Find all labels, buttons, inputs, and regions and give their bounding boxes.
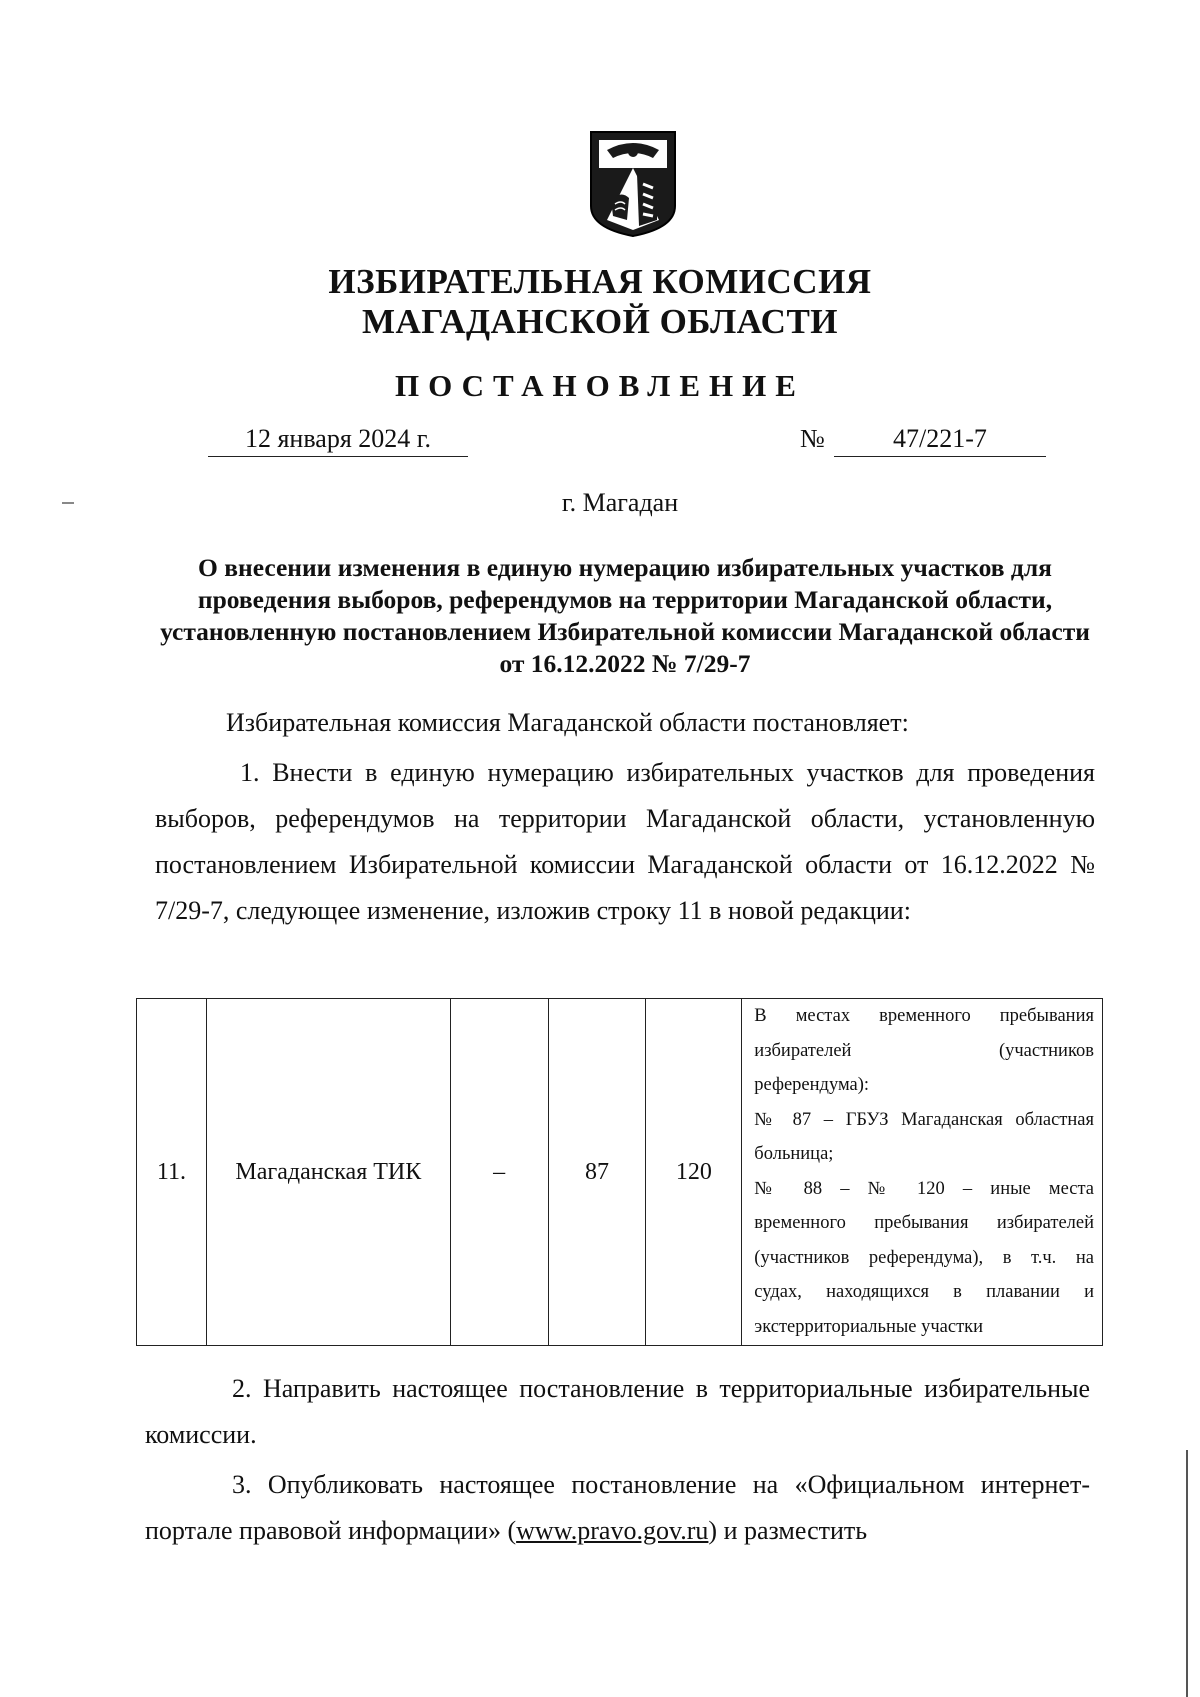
precinct-description xyxy=(742,999,1103,1346)
city: г. Магадан xyxy=(561,488,679,517)
commission-name: Магаданская ТИК xyxy=(206,999,450,1346)
row-index: 11. xyxy=(137,999,207,1346)
paragraph-2: 2. Направить настоящее постановление в территориальные избирательные комиссии. xyxy=(145,1374,1090,1449)
document-subject: О внесении изменения в единую нумерацию избирательных участков для проведения выборов, референдумов на территории Магаданской области, установленную постановлением Избирательной комиссии Магаданской области от 16.12.2022 № 7/29-7 xyxy=(160,553,1090,678)
document-date: 12 января 2024 г. xyxy=(208,424,468,457)
description-line: № 88 – № 120 – иные места xyxy=(754,1178,1094,1199)
description-line: экстерриториальные участки xyxy=(754,1316,984,1337)
description-line: избирателей (участников xyxy=(754,1040,1094,1061)
number-sign: № xyxy=(800,424,825,453)
range-from: 87 xyxy=(548,999,646,1346)
description-line: временного пребывания избирателей xyxy=(754,1213,1094,1233)
description-line: (участников референдума), в т.ч. на xyxy=(754,1247,1094,1268)
organization-title-line1: ИЗБИРАТЕЛЬНАЯ КОМИССИЯ xyxy=(328,262,872,301)
scan-edge-line xyxy=(1186,1450,1188,1697)
description-line: № 87 – ГБУЗ Магаданская областная xyxy=(754,1109,1094,1130)
document-number: 47/221-7 xyxy=(834,424,1046,457)
organization-title-line2: МАГАДАНСКОЙ ОБЛАСТИ xyxy=(361,302,839,341)
scan-speck xyxy=(62,502,74,504)
paragraph-1: 1. Внести в единую нумерацию избирательных участков для проведения выборов, референдумов на территории Магаданской области, установленную постановлением Избирательной комиссии Магаданской области от 16.12.2022 № 7/29-7, следующее изменение, изложив строку 11 в новой редакции: xyxy=(155,758,1095,925)
coat-of-arms-icon xyxy=(587,128,679,238)
description-line: В местах временного пребывания xyxy=(754,1006,1094,1026)
dash-cell: – xyxy=(450,999,548,1346)
preamble: Избирательная комиссия Магаданской области постановляет: xyxy=(226,708,909,737)
description-line: больница; xyxy=(754,1144,834,1164)
paragraph-3-text: 3. Опубликовать настоящее постановление на «Официальном интернет-портале правовой информации» ( xyxy=(145,1470,1090,1545)
description-line: референдума): xyxy=(754,1075,870,1095)
table-row xyxy=(137,999,1103,1346)
numbering-table xyxy=(136,998,1103,1346)
pravo-portal-link[interactable]: www.pravo.gov.ru xyxy=(516,1516,709,1545)
paragraph-3 xyxy=(145,1462,1090,1554)
paragraph-3-text-end: ) и разместить xyxy=(708,1516,868,1545)
document-type: ПОСТАНОВЛЕНИЕ xyxy=(395,368,805,403)
range-to: 120 xyxy=(646,999,742,1346)
description-line: судах, находящихся в плавании и xyxy=(754,1282,1094,1302)
